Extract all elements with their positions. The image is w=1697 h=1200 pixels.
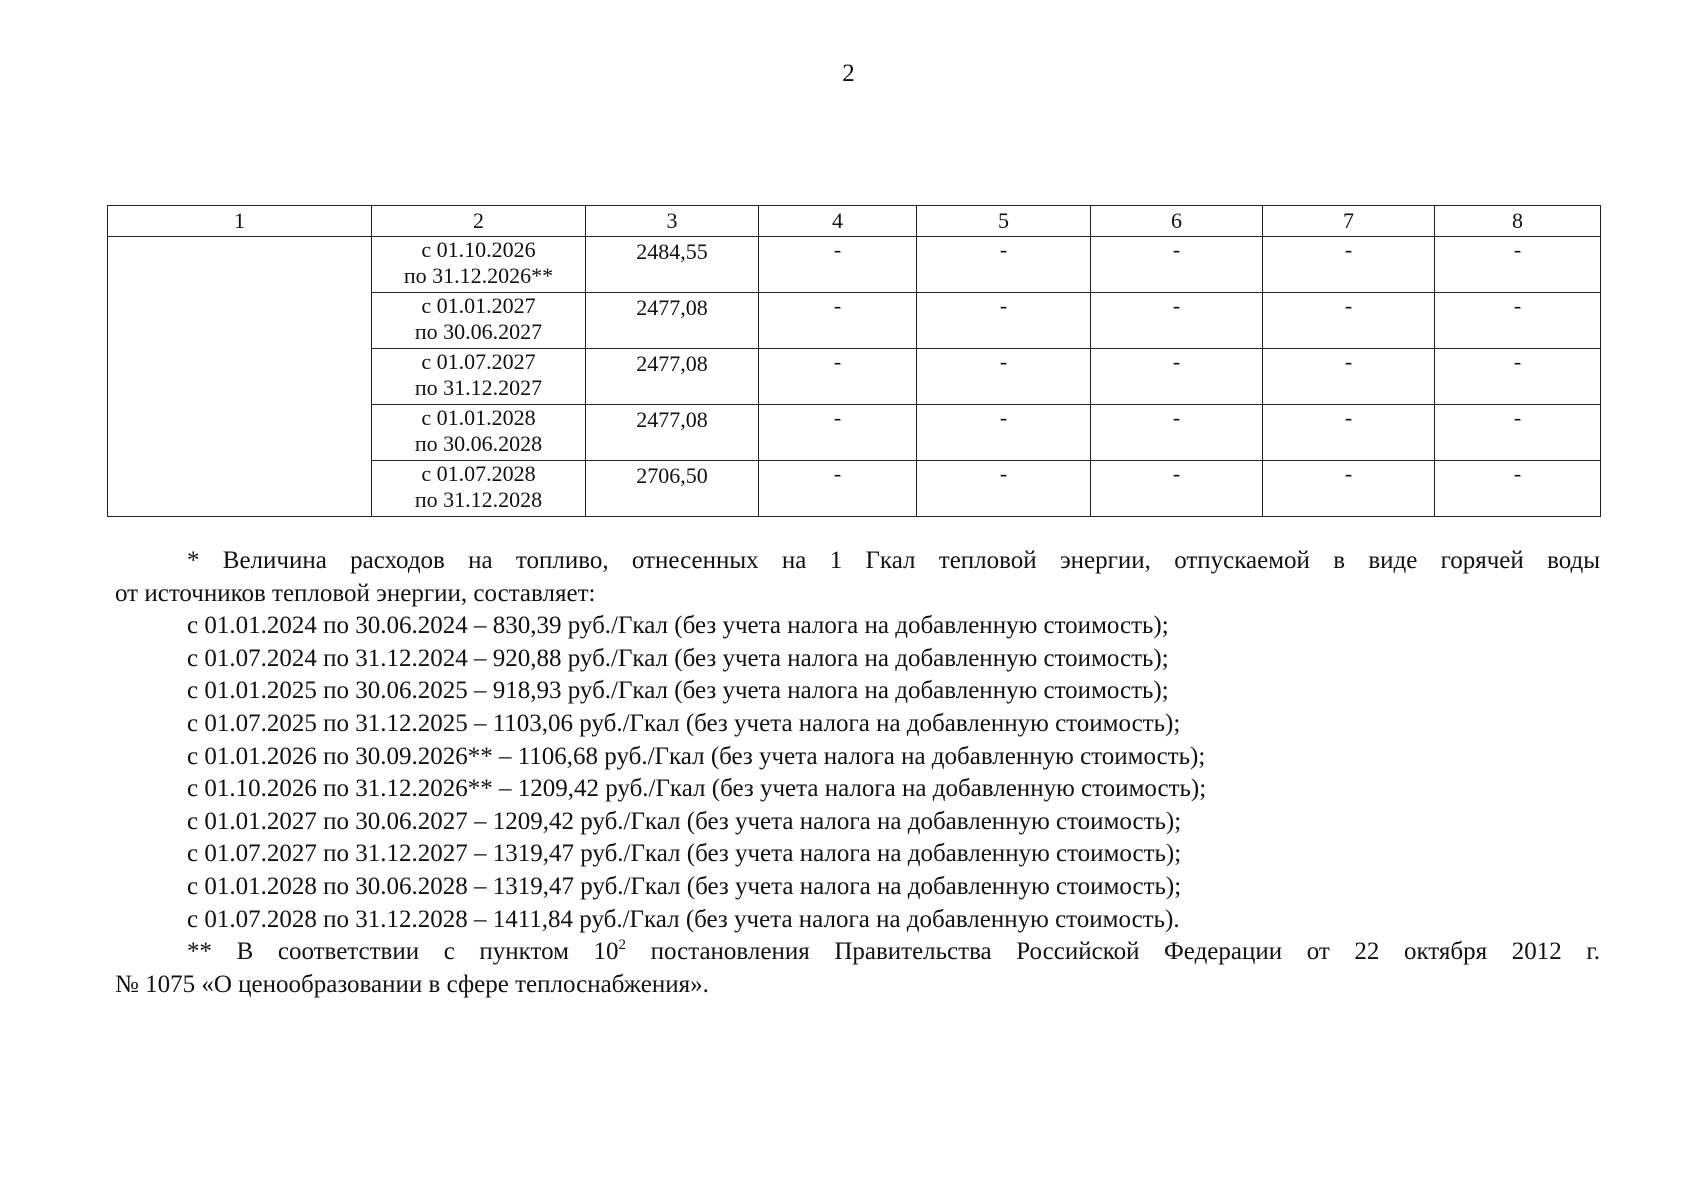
table-cell: - — [1263, 293, 1435, 349]
table-cell: - — [1263, 461, 1435, 517]
footnotes — [115, 545, 1600, 1001]
table-cell: - — [1435, 405, 1601, 461]
column-header: 7 — [1263, 206, 1435, 237]
regulation-reference-note — [115, 936, 1600, 969]
table-cell: - — [1435, 461, 1601, 517]
period-from: с 01.07.2028 — [421, 461, 536, 486]
table-cell: - — [917, 461, 1091, 517]
fuel-cost-item: с 01.07.2025 по 31.12.2025 – 1103,06 руб./Гкал (без учета налога на добавленную стоимость); — [187, 709, 1181, 737]
tariff-value-cell: 2477,08 — [586, 349, 759, 405]
fuel-cost-item: с 01.01.2028 по 30.06.2028 – 1319,47 руб./Гкал (без учета налога на добавленную стоимость); — [187, 872, 1182, 900]
table-header-row — [108, 206, 1601, 237]
tariff-table — [107, 205, 1601, 517]
table-cell: - — [759, 405, 917, 461]
table-cell: - — [1091, 237, 1263, 293]
table-cell: - — [1435, 349, 1601, 405]
period-to: по 30.06.2028 — [414, 431, 543, 456]
reference-superscript: 2 — [618, 937, 627, 954]
column-header: 4 — [759, 206, 917, 237]
fuel-cost-item: с 01.07.2024 по 31.12.2024 – 920,88 руб./Гкал (без учета налога на добавленную стоимость); — [187, 644, 1169, 672]
table-cell: - — [917, 405, 1091, 461]
period-from: с 01.01.2027 — [421, 293, 536, 318]
column-header: 5 — [917, 206, 1091, 237]
tariff-value-cell: 2484,55 — [586, 237, 759, 293]
fuel-cost-item: с 01.01.2024 по 30.06.2024 – 830,39 руб./Гкал (без учета налога на добавленную стоимость); — [187, 612, 1169, 640]
period-cell — [372, 293, 586, 349]
table-cell: - — [1435, 293, 1601, 349]
column-header: 6 — [1091, 206, 1263, 237]
fuel-note-intro-continued: от источников тепловой энергии, составляет: — [115, 579, 596, 607]
regulation-reference-continued: № 1075 «О ценообразовании в сфере теплоснабжения». — [115, 970, 709, 998]
table-cell: - — [759, 237, 917, 293]
tariff-value-cell: 2477,08 — [586, 293, 759, 349]
table-cell: - — [1091, 461, 1263, 517]
table-cell: - — [1263, 237, 1435, 293]
table-cell: - — [1091, 293, 1263, 349]
period-to: по 30.06.2027 — [414, 319, 543, 344]
period-to: по 31.12.2027 — [414, 375, 543, 400]
table-cell: - — [759, 293, 917, 349]
fuel-cost-item: с 01.01.2026 по 30.09.2026** – 1106,68 руб./Гкал (без учета налога на добавленную стоимость); — [187, 742, 1206, 770]
table-cell: - — [1091, 349, 1263, 405]
period-cell — [372, 461, 586, 517]
period-cell — [372, 405, 586, 461]
fuel-note-intro: * Величина расходов на топливо, отнесенных на 1 Гкал тепловой энергии, отпускаемой в виде горячей воды — [187, 547, 1600, 574]
table-cell: - — [759, 349, 917, 405]
column-header: 2 — [372, 206, 586, 237]
table-cell: - — [759, 461, 917, 517]
table-cell: - — [1263, 405, 1435, 461]
table-cell: - — [917, 349, 1091, 405]
table-cell: - — [917, 293, 1091, 349]
table-row — [108, 237, 1601, 293]
column-header: 1 — [108, 206, 372, 237]
period-from: с 01.10.2026 — [421, 237, 536, 262]
page-number: 2 — [842, 60, 855, 87]
table-cell: - — [1091, 405, 1263, 461]
column-header: 3 — [586, 206, 759, 237]
merged-first-column-cell — [108, 237, 372, 517]
period-to: по 31.12.2028 — [414, 487, 543, 512]
fuel-cost-item: с 01.01.2027 по 30.06.2027 – 1209,42 руб./Гкал (без учета налога на добавленную стоимость); — [187, 807, 1182, 835]
period-cell — [372, 349, 586, 405]
tariff-value-cell: 2477,08 — [586, 405, 759, 461]
reference-prefix: ** В соответствии с пунктом 10 — [187, 938, 619, 966]
table-cell: - — [917, 237, 1091, 293]
reference-suffix: постановления Правительства Российской Федерации от 22 октября 2012 г. — [626, 938, 1600, 966]
fuel-cost-item: с 01.10.2026 по 31.12.2026** – 1209,42 руб./Гкал (без учета налога на добавленную стоимость); — [187, 775, 1207, 803]
period-to: по 31.12.2026** — [403, 263, 554, 288]
column-header: 8 — [1435, 206, 1601, 237]
table-cell: - — [1263, 349, 1435, 405]
period-from: с 01.01.2028 — [421, 405, 536, 430]
fuel-cost-item: с 01.07.2027 по 31.12.2027 – 1319,47 руб./Гкал (без учета налога на добавленную стоимость); — [187, 840, 1182, 868]
table-cell: - — [1435, 237, 1601, 293]
tariff-value-cell: 2706,50 — [586, 461, 759, 517]
fuel-cost-item: с 01.01.2025 по 30.06.2025 – 918,93 руб./Гкал (без учета налога на добавленную стоимость); — [187, 677, 1169, 705]
period-from: с 01.07.2027 — [421, 349, 536, 374]
fuel-cost-item: с 01.07.2028 по 31.12.2028 – 1411,84 руб./Гкал (без учета налога на добавленную стоимость). — [187, 905, 1180, 933]
period-cell — [372, 237, 586, 293]
